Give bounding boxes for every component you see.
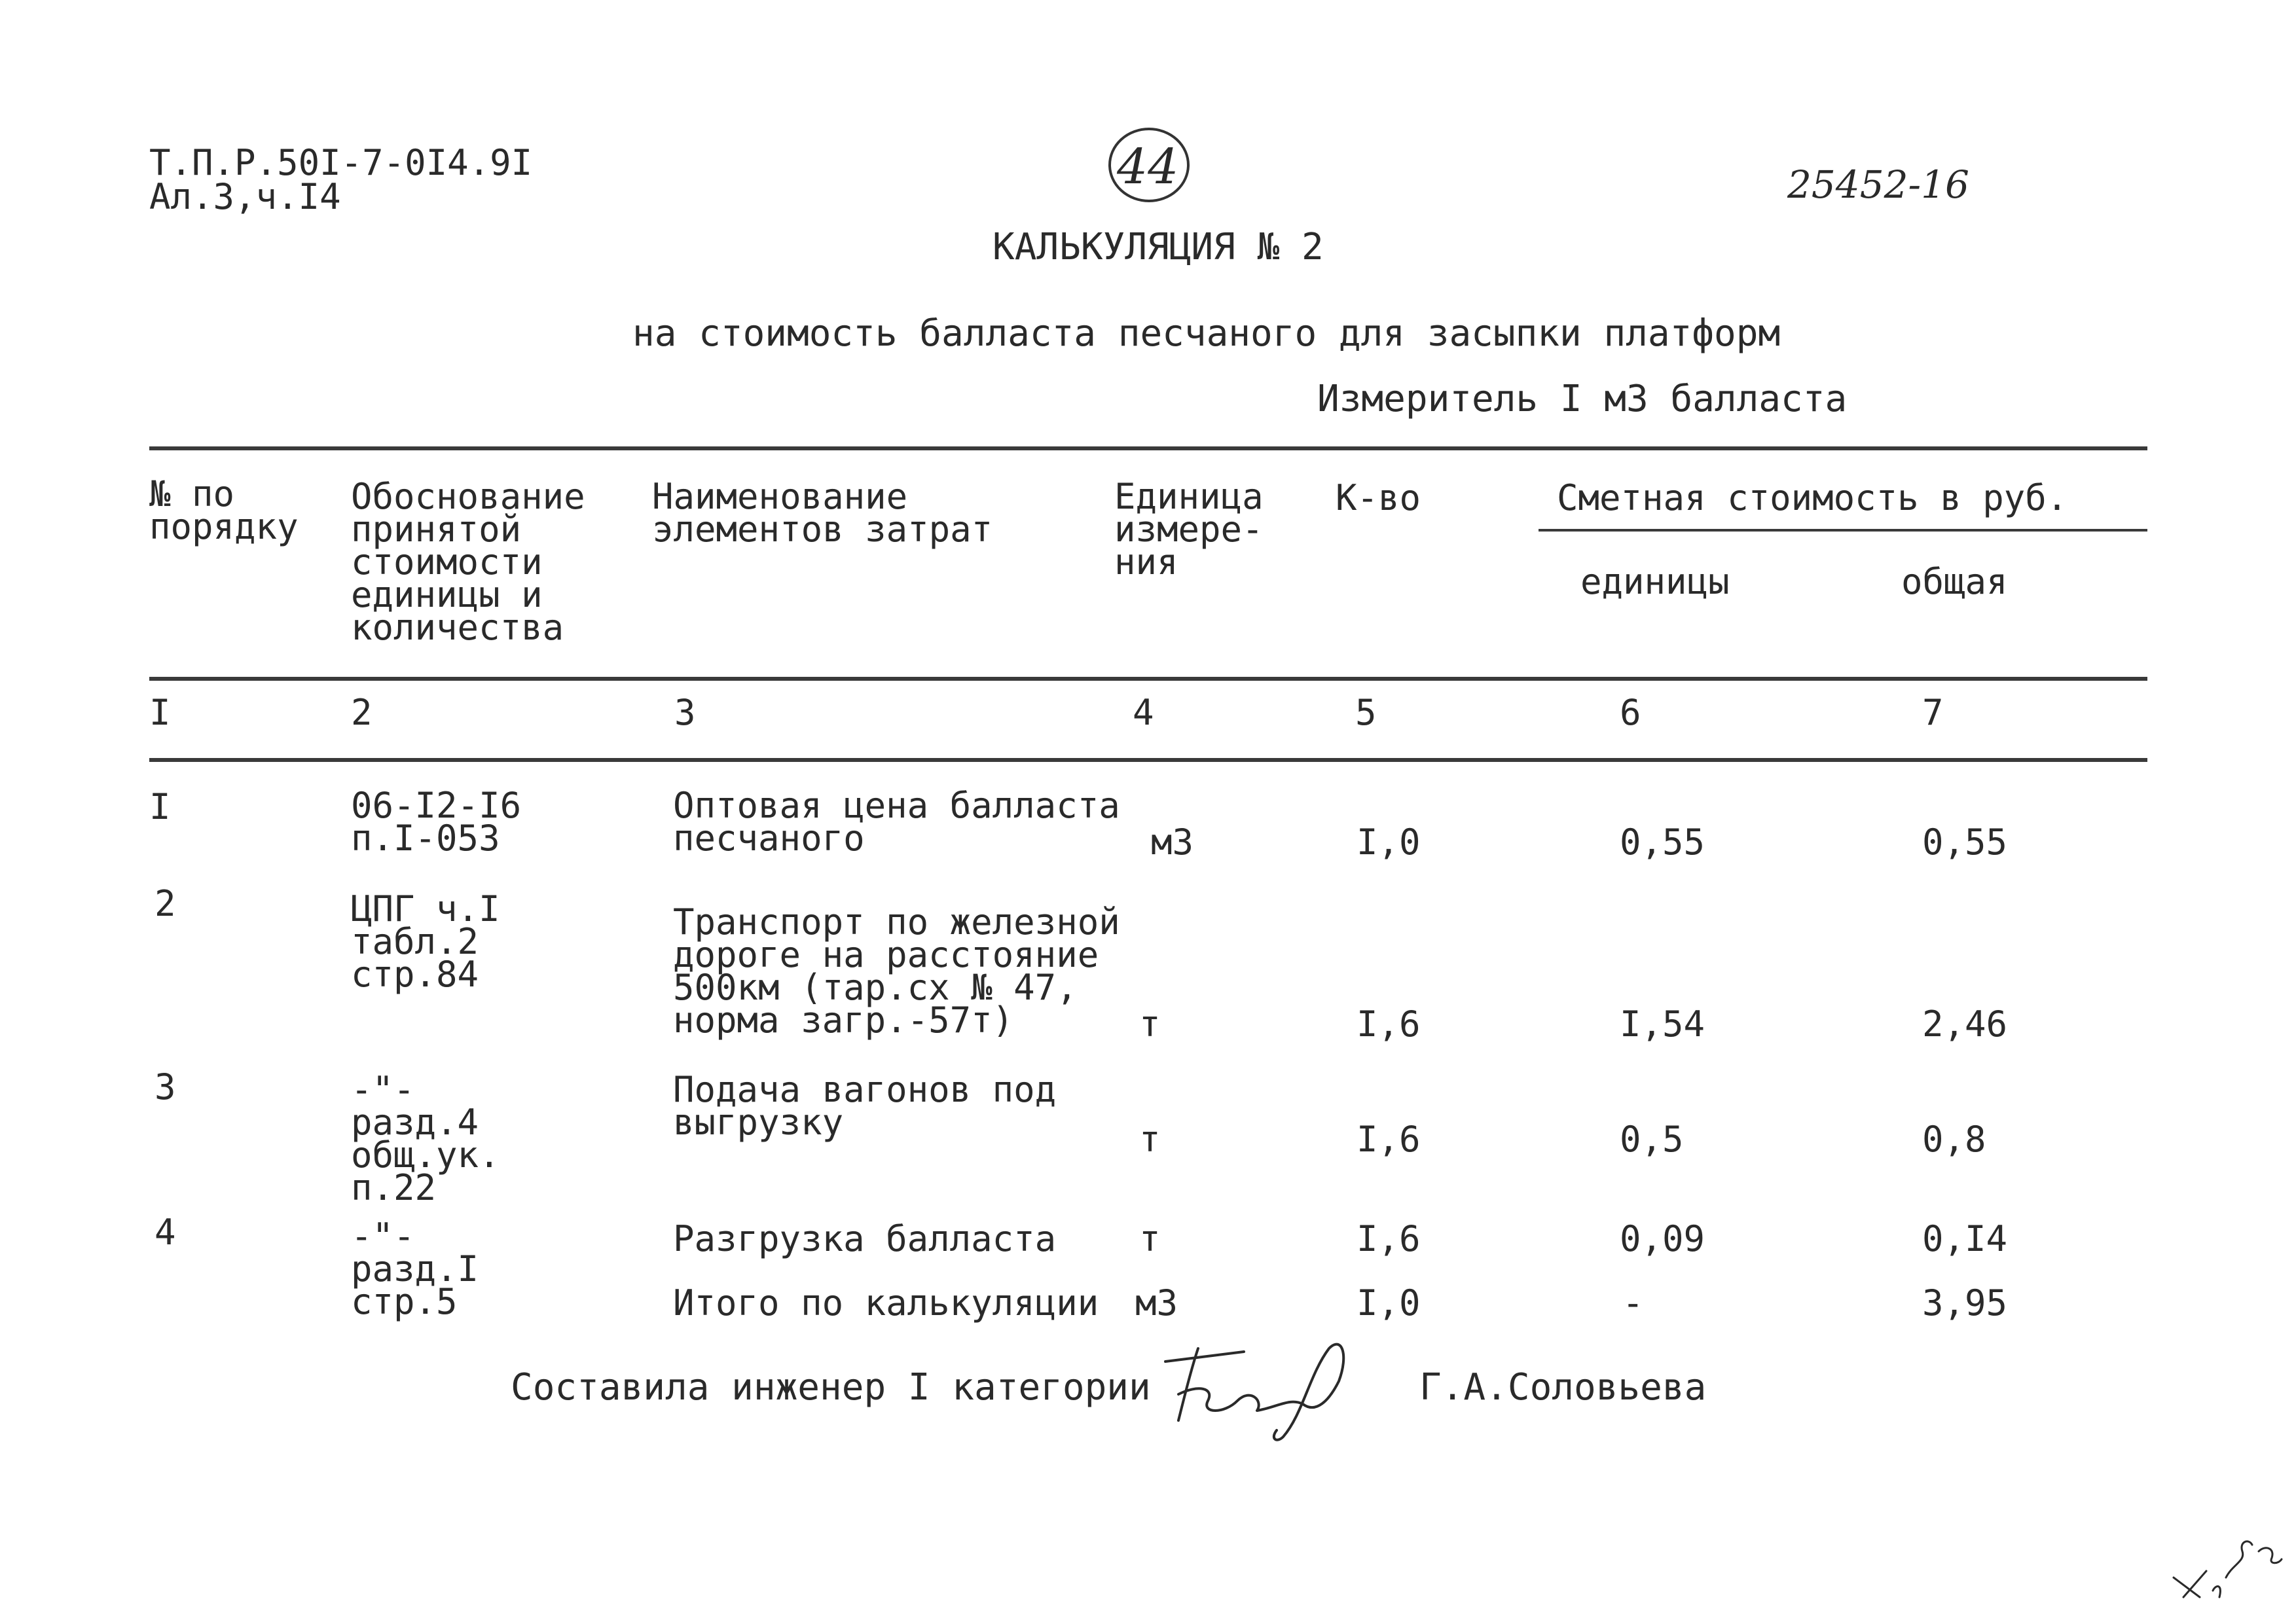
column-number: 2: [351, 692, 373, 733]
total-row-unit-cost: -: [1622, 1282, 1644, 1324]
row-name: Оптовая цена балласта песчаного: [673, 785, 1120, 859]
doc-code-line1: Т.П.Р.50I-7-0I4.9I: [149, 142, 533, 183]
archive-mark-scribble: [2160, 1499, 2285, 1610]
row-unit-cost: 0,55: [1620, 821, 1705, 863]
signature-name: Г.А.Соловьева: [1419, 1366, 1707, 1409]
row-number: I: [149, 786, 171, 827]
row-basis: ЦПГ ч.I табл.2 стр.84: [351, 888, 500, 995]
handwritten-signature: [1152, 1322, 1375, 1453]
total-row-unit: м3: [1135, 1282, 1178, 1324]
row-basis: -"- разд.4 общ.ук. п.22: [351, 1069, 500, 1208]
header-quantity: К-во: [1336, 477, 1421, 518]
row-unit-cost: I,54: [1620, 1003, 1705, 1045]
row-quantity: I,6: [1357, 1003, 1421, 1045]
row-name: Подача вагонов под выгрузку: [673, 1069, 1057, 1143]
row-unit-cost: 0,5: [1620, 1119, 1684, 1160]
header-basis: Обоснование принятой стоимости единицы и количества: [351, 476, 585, 648]
measure-unit: Измеритель I м3 балласта: [1317, 378, 1848, 420]
header-unit: Единица измере- ния: [1114, 476, 1264, 583]
row-unit: м3: [1151, 821, 1194, 863]
row-total-cost: 2,46: [1922, 1003, 2008, 1045]
row-quantity: I,6: [1357, 1218, 1421, 1259]
row-total-cost: 0,55: [1922, 821, 2008, 863]
column-number: 4: [1133, 692, 1154, 733]
column-number: 7: [1922, 692, 1944, 733]
total-row-total-cost: 3,95: [1922, 1282, 2008, 1324]
row-quantity: I,6: [1357, 1119, 1421, 1160]
header-cost-group: Сметная стоимость в руб.: [1557, 477, 2068, 518]
row-basis: 06-I2-I6 п.I-053: [351, 785, 522, 859]
column-number: 3: [674, 692, 696, 733]
document-subtitle: на стоимость балласта песчаного для засыпки платформ: [632, 312, 1781, 355]
header-unit-cost: единицы: [1580, 561, 1730, 602]
header-bottom-rule: [149, 677, 2147, 681]
total-row-quantity: I,0: [1357, 1282, 1421, 1324]
row-unit-cost: 0,09: [1620, 1218, 1705, 1259]
row-unit: т: [1139, 1218, 1161, 1259]
row-quantity: I,0: [1357, 821, 1421, 863]
row-name: Разгрузка балласта: [673, 1218, 1057, 1259]
document-title: КАЛЬКУЛЯЦИЯ № 2: [993, 226, 1324, 268]
doc-code-line2: Ал.3,ч.I4: [149, 176, 341, 217]
row-name: Транспорт по железной дороге на расстояние 500км (тар.сх № 47, норма загр.-57т): [673, 901, 1120, 1041]
row-total-cost: 0,8: [1922, 1119, 1986, 1160]
cost-group-rule: [1539, 529, 2147, 532]
column-number: 6: [1620, 692, 1641, 733]
page-number: 44: [1117, 139, 1179, 195]
column-numbers-rule: [149, 758, 2147, 762]
row-unit: т: [1139, 1119, 1161, 1160]
column-number: 5: [1355, 692, 1377, 733]
row-number: 4: [155, 1212, 176, 1253]
handwritten-reference: 25452-16: [1787, 162, 1969, 207]
header-total-cost: общая: [1901, 561, 2008, 602]
row-number: 3: [155, 1066, 176, 1108]
table-top-rule: [149, 446, 2147, 450]
row-unit: т: [1139, 1003, 1161, 1045]
column-number: I: [149, 692, 171, 733]
row-basis: -"- разд.I стр.5: [351, 1216, 479, 1322]
row-total-cost: 0,I4: [1922, 1218, 2008, 1259]
row-number: 2: [155, 883, 176, 924]
total-row-name: Итого по калькуляции: [673, 1282, 1099, 1324]
header-cost-elements: Наименование элементов затрат: [652, 476, 993, 550]
signature-role: Составила инженер I категории: [511, 1366, 1151, 1409]
header-row-number: № по порядку: [149, 473, 299, 547]
